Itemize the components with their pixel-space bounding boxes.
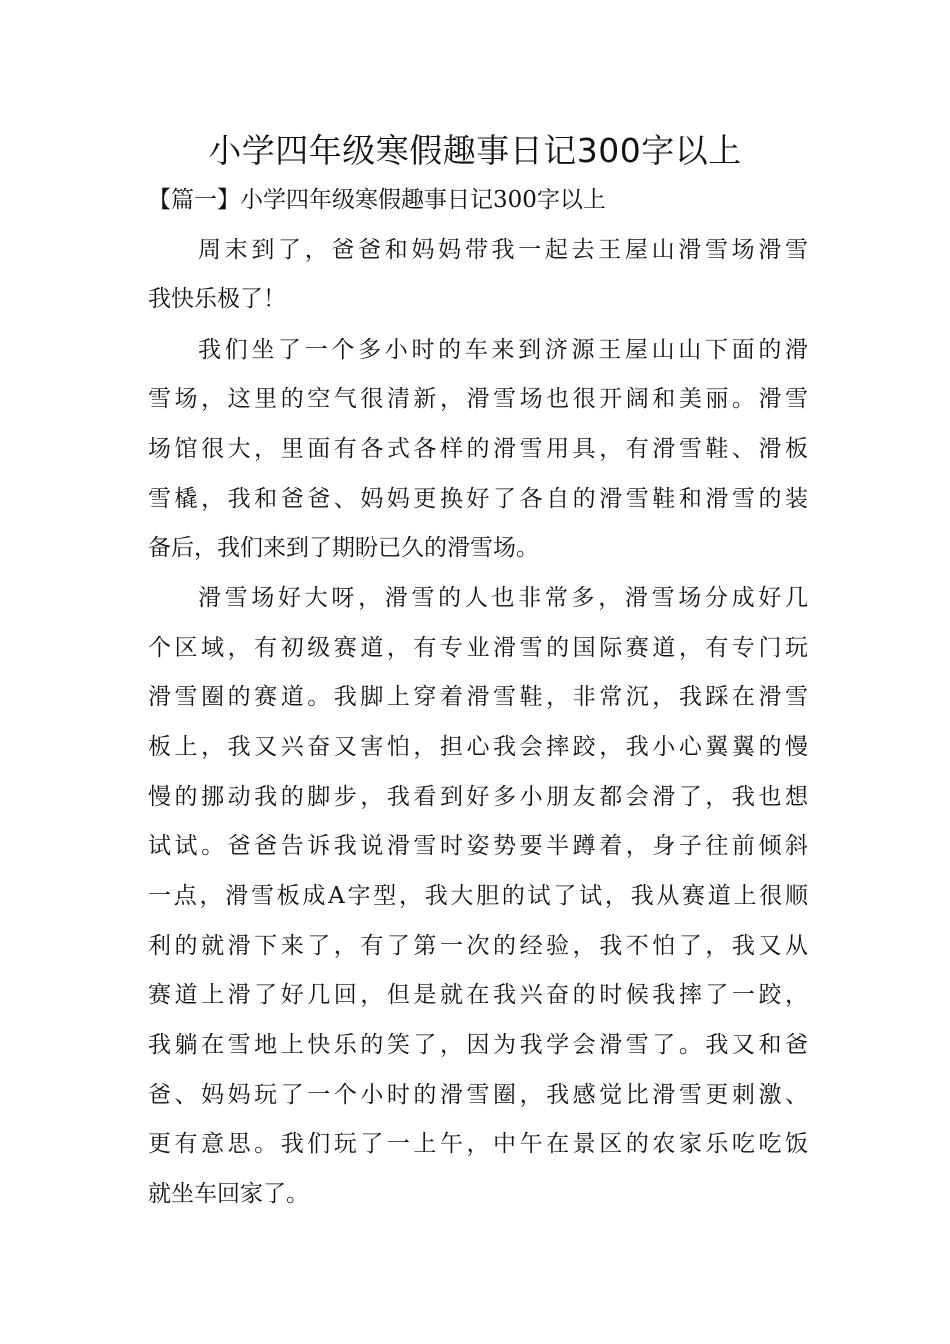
paragraph-3-line-2: 个区域，有初级赛道，有专业滑雪的国际赛道，有专门玩 xyxy=(148,635,808,661)
paragraph-3-line-4: 板上，我又兴奋又害怕，担心我会摔跤，我小心翼翼的慢 xyxy=(148,734,808,760)
paragraph-2-line-2: 雪场，这里的空气很清新，滑雪场也很开阔和美丽。滑雪 xyxy=(148,386,808,412)
paragraph-3-line-13: 就坐车回家了。 xyxy=(148,1181,309,1207)
paragraph-2-line-5: 备后，我们来到了期盼已久的滑雪场。 xyxy=(148,535,539,561)
paragraph-3-line-1: 滑雪场好大呀，滑雪的人也非常多，滑雪场分成好几 xyxy=(198,585,808,611)
paragraph-3-line-12: 更有意思。我们玩了一上午，中午在景区的农家乐吃吃饭 xyxy=(148,1131,808,1157)
page-title: 小学四年级寒假趣事日记300字以上 xyxy=(208,131,742,170)
section-heading: 【篇一】小学四年级寒假趣事日记300字以上 xyxy=(148,187,606,213)
paragraph-1-line-2: 我快乐极了！ xyxy=(148,286,286,312)
paragraph-3-line-11: 爸、妈妈玩了一个小时的滑雪圈，我感觉比滑雪更刺激、 xyxy=(148,1082,808,1108)
paragraph-3-line-9: 赛道上滑了好几回，但是就在我兴奋的时候我摔了一跤， xyxy=(148,982,808,1008)
paragraph-3-line-6: 试试。爸爸告诉我说滑雪时姿势要半蹲着，身子往前倾斜 xyxy=(148,833,808,859)
paragraph-2-line-4: 雪橇，我和爸爸、妈妈更换好了各自的滑雪鞋和滑雪的装 xyxy=(148,486,808,512)
paragraph-3-line-10: 我躺在雪地上快乐的笑了，因为我学会滑雪了。我又和爸 xyxy=(148,1032,808,1058)
paragraph-2-line-3: 场馆很大，里面有各式各样的滑雪用具，有滑雪鞋、滑板 xyxy=(148,436,808,462)
paragraph-3-line-3: 滑雪圈的赛道。我脚上穿着滑雪鞋，非常沉，我踩在滑雪 xyxy=(148,684,808,710)
paragraph-3-line-8: 利的就滑下来了，有了第一次的经验，我不怕了，我又从 xyxy=(148,933,808,959)
paragraph-1-line-1: 周末到了，爸爸和妈妈带我一起去王屋山滑雪场滑雪 xyxy=(198,237,808,263)
paragraph-3-line-7: 一点，滑雪板成A字型，我大胆的试了试，我从赛道上很顺 xyxy=(148,883,808,909)
paragraph-3-line-5: 慢的挪动我的脚步，我看到好多小朋友都会滑了，我也想 xyxy=(148,784,808,810)
paragraph-2-line-1: 我们坐了一个多小时的车来到济源王屋山山下面的滑 xyxy=(198,337,808,363)
